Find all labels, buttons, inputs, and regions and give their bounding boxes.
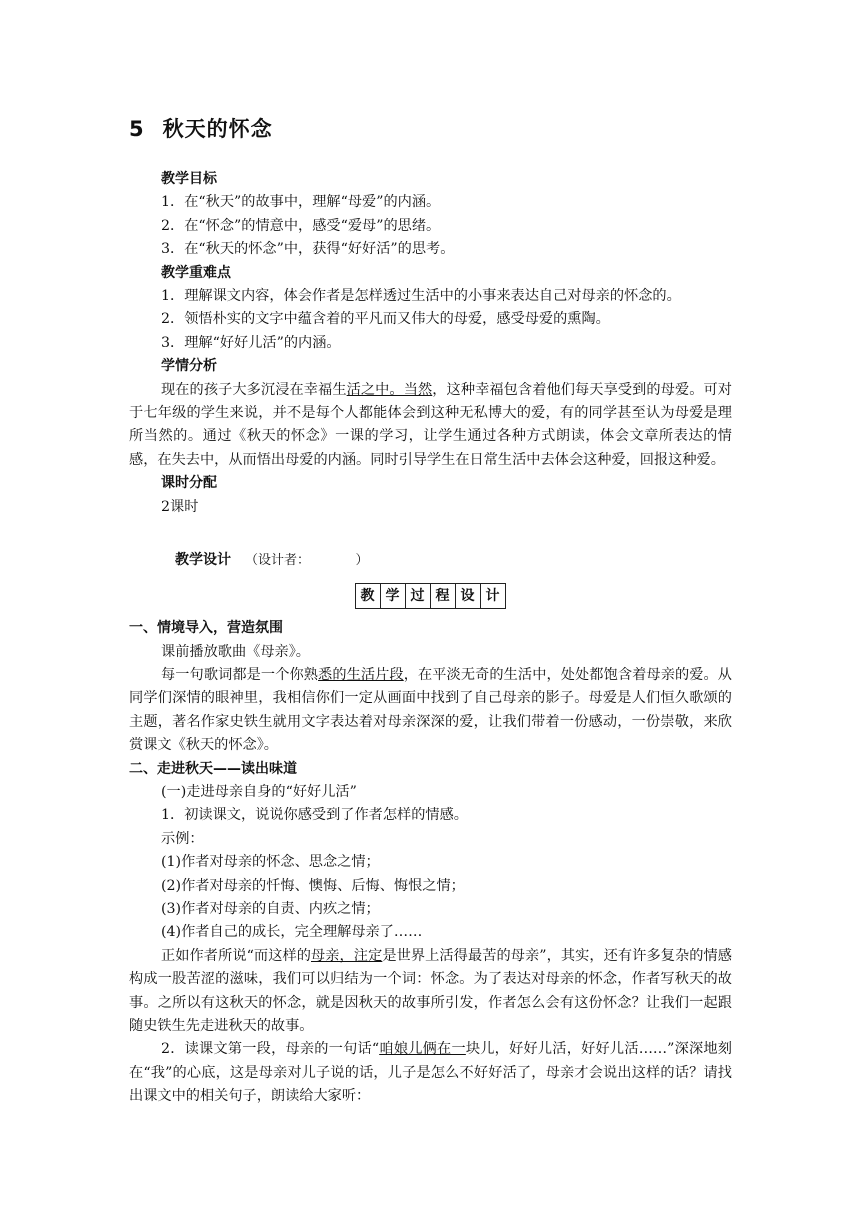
section2-text: 正如作者所说“而这样的 xyxy=(161,947,311,964)
section2-underlined-text: 母亲，注定 xyxy=(311,947,383,964)
example-item: (4)作者自己的成长，完全理解母亲了…… xyxy=(161,924,423,941)
box-char: 计 xyxy=(480,583,506,609)
goal-item: 2．在“怀念”的情意中，感受“爱母”的思绪。 xyxy=(161,217,441,234)
document-body xyxy=(129,168,732,1109)
lesson-number: 5 xyxy=(129,117,145,141)
section1-text-rest: ，在平淡无奇的生活中，处处都饱含着母亲的爱。从同学们深情的眼神里，我相信你们一定从画面中找到了自己母亲的影子。母爱是人们恒久歌颂的主题，著名作家史铁生就用文字表达着对母亲深深的爱，让我们带着一份感动，一份崇敬，来欣赏课文《秋天的怀念》。 xyxy=(129,666,732,754)
goal-item: 1．在“秋天”的故事中，理解“母爱”的内涵。 xyxy=(161,194,441,211)
periods-value: 2课时 xyxy=(161,498,199,515)
section1-underlined-text: 悉的生活片段 xyxy=(318,666,404,683)
section2-subheading: (一)走进母亲自身的“好好儿活” xyxy=(161,783,357,800)
periods-heading: 课时分配 xyxy=(161,475,217,492)
question-2-text-rest: 块儿，好好儿活，好好儿活……”深深地刻在“我”的心底，这是母亲对儿子说的话，儿子是怎么不好好活了，母亲才会说出这样的话？请找出课文中的相关句子，朗读给大家听： xyxy=(129,1041,732,1105)
example-item: (3)作者对母亲的自责、内疚之情； xyxy=(161,900,380,917)
section1-heading: 一、情境导入，营造氛围 xyxy=(129,620,283,637)
section2-text-rest: 是世界上活得最苦的母亲”，其实，还有许多复杂的情感构成一股苦涩的滋味，我们可以归结为一个词：怀念。为了表达对母亲的怀念，作者写秋天的故事。之所以有这秋天的怀念，就是因秋天的故事所引发，作者怎么会有这份怀念？让我们一起跟随史铁生先走进秋天的故事。 xyxy=(129,947,732,1034)
goals-heading: 教学目标 xyxy=(161,171,217,187)
section2-paragraph xyxy=(129,945,732,1039)
example-item: (1)作者对母亲的怀念、思念之情； xyxy=(161,854,380,871)
keypoint-item: 2．领悟朴实的文字中蕴含着的平凡而又伟大的母爱，感受母爱的熏陶。 xyxy=(161,311,610,328)
design-header xyxy=(129,549,732,573)
analysis-text: 现在的孩子大多沉浸在幸福生 xyxy=(161,381,347,398)
question-2-text: 2．读课文第一段，母亲的一句话“ xyxy=(161,1041,380,1058)
box-char: 过 xyxy=(405,583,431,609)
analysis-heading: 学情分析 xyxy=(161,358,217,375)
analysis-underlined-text: 活之中。当然 xyxy=(346,381,433,398)
designer-field: （设计者： ） xyxy=(245,553,369,569)
keypoints-heading: 教学重难点 xyxy=(161,264,231,281)
box-char: 设 xyxy=(455,583,481,609)
question-2-underlined-text: 咱娘儿俩在一 xyxy=(379,1041,466,1058)
section1-text: 每一句歌词都是一个你熟 xyxy=(161,666,319,683)
section1-intro: 课前播放歌曲《母亲》。 xyxy=(161,643,310,660)
box-char: 学 xyxy=(380,583,406,609)
keypoint-item: 3．理解“好好儿活”的内涵。 xyxy=(161,334,341,351)
section1-paragraph xyxy=(129,664,732,758)
analysis-paragraph xyxy=(129,379,732,473)
goal-item: 3．在“秋天的怀念”中，获得“好好活”的思考。 xyxy=(161,241,455,258)
question-1: 1．初读课文，说说你感受到了作者怎样的情感。 xyxy=(161,807,468,824)
question-2 xyxy=(129,1038,732,1108)
box-char: 教 xyxy=(355,583,381,609)
lesson-title xyxy=(129,113,273,143)
lesson-title-text: 秋天的怀念 xyxy=(162,117,273,141)
design-label: 教学设计 xyxy=(175,552,231,569)
process-design-boxes xyxy=(129,583,732,609)
example-label: 示例： xyxy=(161,830,204,847)
keypoint-item: 1．理解课文内容，体会作者是怎样透过生活中的小事来表达自己对母亲的怀念的。 xyxy=(161,288,681,305)
analysis-text-rest: ，这种幸福包含着他们每天享受到的母爱。可对于七年级的学生来说，并不是每个人都能体会到这种无私博大的爱，有的同学甚至认为母爱是理所当然的。通过《秋天的怀念》一课的学习，让学生通过各种方式朗读，体会文章所表达的情感，在失去中，从而悟出母爱的内涵。同时引导学生在日常生活中去体会这种爱，回报这种爱。 xyxy=(129,381,732,468)
section2-heading: 二、走进秋天——读出味道 xyxy=(129,760,297,777)
example-item: (2)作者对母亲的忏悔、懊悔、后悔、悔恨之情； xyxy=(161,877,465,894)
box-char: 程 xyxy=(430,583,456,609)
